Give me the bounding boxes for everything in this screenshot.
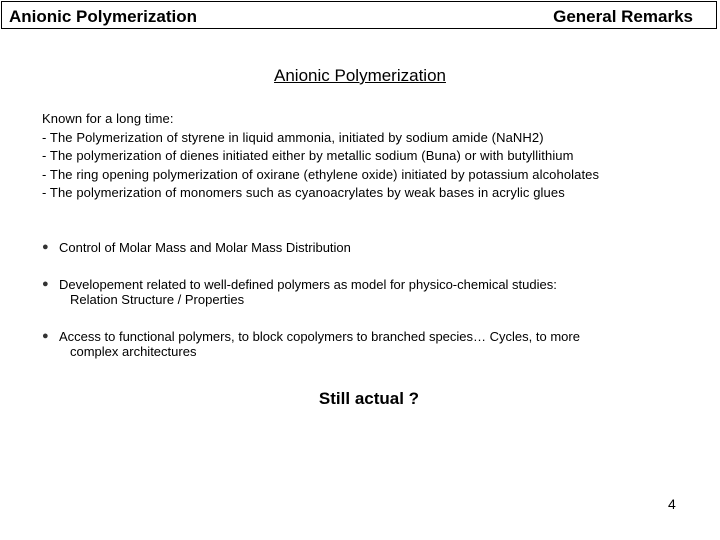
header-bar: [1, 1, 717, 29]
bullet-text: Control of Molar Mass and Molar Mass Distribution: [59, 240, 351, 255]
intro-line-dienes: - The polymerization of dienes initiated either by metallic sodium (Buna) or with butyllithium: [42, 148, 574, 163]
slide-title: Anionic Polymerization: [274, 66, 446, 85]
intro-line-cyanoacrylates: - The polymerization of monomers such as cyanoacrylates by weak bases in acrylic glues: [42, 185, 565, 200]
bullet-text-continued: Relation Structure / Properties: [70, 292, 245, 307]
bullet-text-continued: complex architectures: [70, 344, 197, 359]
bullet-dot-icon: ●: [42, 241, 49, 253]
intro-block: [42, 110, 712, 203]
bullet-dot-icon: ●: [42, 278, 49, 290]
page-number: 4: [668, 496, 676, 512]
bullet-dot-icon: ●: [42, 330, 49, 342]
bullet-text: Developement related to well-defined polymers as model for physico-chemical studies:: [59, 277, 557, 292]
header-left-title: Anionic Polymerization: [9, 7, 197, 26]
intro-line-styrene: - The Polymerization of styrene in liquid ammonia, initiated by sodium amide (NaNH2): [42, 129, 544, 145]
header-right-title: General Remarks: [553, 7, 693, 26]
closing-question: Still actual ?: [318, 389, 420, 408]
bullet-text: Access to functional polymers, to block copolymers to branched species… Cycles, to more: [59, 329, 580, 344]
intro-heading: Known for a long time:: [42, 111, 174, 126]
intro-line-oxirane: - The ring opening polymerization of oxirane (ethylene oxide) initiated by potassium alcoholates: [42, 166, 600, 182]
